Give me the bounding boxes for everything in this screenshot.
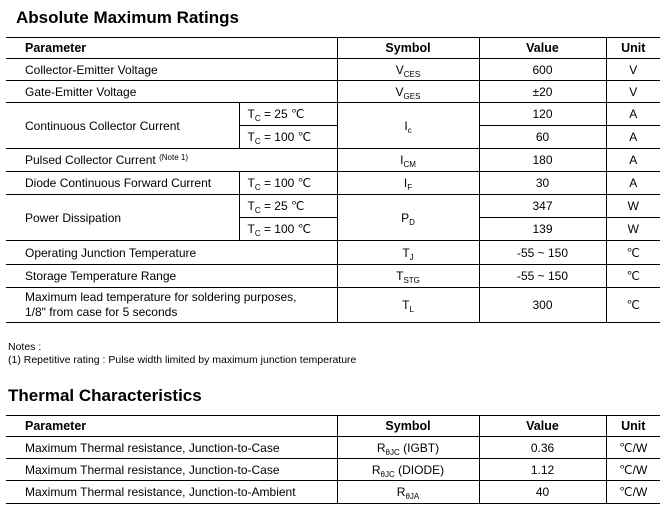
param-tl: Maximum lead temperature for soldering purposes, 1/8" from case for 5 seconds bbox=[6, 288, 337, 323]
table-row bbox=[6, 81, 660, 103]
symbol-vces: $V_{CES}$ bbox=[337, 59, 479, 81]
param-if: Diode Continuous Forward Current bbox=[6, 172, 239, 195]
value-pd-25: 347 bbox=[479, 195, 606, 218]
unit-pd-100: W bbox=[606, 218, 660, 241]
value-ic-25: 120 bbox=[479, 103, 606, 126]
value-tj: -55 ~ 150 bbox=[479, 241, 606, 265]
table-row bbox=[6, 288, 660, 323]
value-rjc-igbt: 0.36 bbox=[479, 437, 606, 459]
ratings-title: Absolute Maximum Ratings bbox=[16, 8, 239, 27]
value-tl: 300 bbox=[479, 288, 606, 323]
value-if: 30 bbox=[479, 172, 606, 195]
param-vces: Collector-Emitter Voltage bbox=[6, 59, 337, 81]
symbol-pd: $P_D$ bbox=[337, 195, 479, 241]
symbol-tstg: $T_{STG}$ bbox=[337, 265, 479, 288]
value-rja: 40 bbox=[479, 481, 606, 504]
header-unit: Unit bbox=[606, 416, 660, 437]
unit-rjc-diode: ℃/W bbox=[606, 459, 660, 481]
note-1-reference: (Note 1) bbox=[159, 153, 188, 162]
unit-ic-100: A bbox=[606, 126, 660, 149]
thermal-characteristics-table bbox=[6, 415, 660, 504]
unit-if: A bbox=[606, 172, 660, 195]
param-rjc-diode: Maximum Thermal resistance, Junction-to-Case bbox=[6, 459, 337, 481]
cond-pd-25: $T_C = 25$ ℃ bbox=[239, 195, 337, 218]
table-row bbox=[6, 172, 660, 195]
symbol-rja: $R_{\theta JA}$ bbox=[337, 481, 479, 504]
unit-vges: V bbox=[606, 81, 660, 103]
param-tj: Operating Junction Temperature bbox=[6, 241, 337, 265]
symbol-if: $I_F$ bbox=[337, 172, 479, 195]
absolute-maximum-ratings-table bbox=[6, 37, 660, 323]
symbol-rjc-diode: $R_{\theta JC}$ (DIODE) bbox=[337, 459, 479, 481]
header-symbol: Symbol bbox=[337, 416, 479, 437]
param-tstg: Storage Temperature Range bbox=[6, 265, 337, 288]
table-row bbox=[6, 103, 660, 126]
table-row bbox=[6, 265, 660, 288]
cond-pd-100: $T_C = 100$ ℃ bbox=[239, 218, 337, 241]
symbol-icm: $I_{CM}$ bbox=[337, 149, 479, 172]
table-row bbox=[6, 481, 660, 504]
value-ic-100: 60 bbox=[479, 126, 606, 149]
unit-pd-25: W bbox=[606, 195, 660, 218]
table-row bbox=[6, 149, 660, 172]
header-parameter: Parameter bbox=[6, 416, 337, 437]
param-icm: Pulsed Collector Current $^{(Note 1)}$ bbox=[6, 149, 337, 172]
unit-tj: ℃ bbox=[606, 241, 660, 265]
symbol-tl: $T_L$ bbox=[337, 288, 479, 323]
table-row bbox=[6, 241, 660, 265]
param-rjc-igbt: Maximum Thermal resistance, Junction-to-Case bbox=[6, 437, 337, 459]
header-value: Value bbox=[479, 416, 606, 437]
symbol-vges: $V_{GES}$ bbox=[337, 81, 479, 103]
param-vges: Gate-Emitter Voltage bbox=[6, 81, 337, 103]
unit-ic-25: A bbox=[606, 103, 660, 126]
param-rja: Maximum Thermal resistance, Junction-to-Ambient bbox=[6, 481, 337, 504]
value-rjc-diode: 1.12 bbox=[479, 459, 606, 481]
cond-ic-25: $T_C = 25$ ℃ bbox=[239, 103, 337, 126]
value-pd-100: 139 bbox=[479, 218, 606, 241]
param-ic: Continuous Collector Current bbox=[6, 103, 239, 149]
table-row bbox=[6, 459, 660, 481]
table-row bbox=[6, 59, 660, 81]
table-row bbox=[6, 195, 660, 218]
unit-tstg: ℃ bbox=[606, 265, 660, 288]
unit-tl: ℃ bbox=[606, 288, 660, 323]
unit-rjc-igbt: ℃/W bbox=[606, 437, 660, 459]
header-unit: Unit bbox=[606, 38, 660, 59]
note-1: (1) Repetitive rating : Pulse width limited by maximum junction temperature bbox=[8, 354, 357, 366]
value-icm: 180 bbox=[479, 149, 606, 172]
unit-rja: ℃/W bbox=[606, 481, 660, 504]
thermal-title: Thermal Characteristics bbox=[8, 386, 202, 405]
value-vces: 600 bbox=[479, 59, 606, 81]
unit-icm: A bbox=[606, 149, 660, 172]
cond-if-100: $T_C = 100$ ℃ bbox=[239, 172, 337, 195]
header-symbol: Symbol bbox=[337, 38, 479, 59]
unit-vces: V bbox=[606, 59, 660, 81]
notes-heading: Notes : bbox=[8, 341, 42, 353]
header-parameter: Parameter bbox=[6, 38, 337, 59]
param-pd: Power Dissipation bbox=[6, 195, 239, 241]
cond-ic-100: $T_C = 100$ ℃ bbox=[239, 126, 337, 149]
table-header-row bbox=[6, 416, 660, 437]
value-vges: ±20 bbox=[479, 81, 606, 103]
table-row bbox=[6, 437, 660, 459]
value-tstg: -55 ~ 150 bbox=[479, 265, 606, 288]
symbol-tj: $T_J$ bbox=[337, 241, 479, 265]
header-value: Value bbox=[479, 38, 606, 59]
table-header-row bbox=[6, 38, 660, 59]
symbol-rjc-igbt: $R_{\theta JC}$ (IGBT) bbox=[337, 437, 479, 459]
symbol-ic: $I_c$ bbox=[337, 103, 479, 149]
